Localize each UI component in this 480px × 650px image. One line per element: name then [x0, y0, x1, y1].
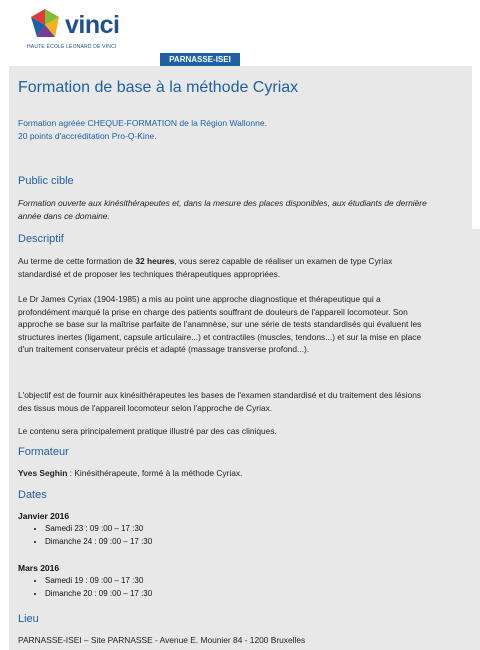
formateur-desc: : Kinésithérapeute, formé à la méthode Cyriax. — [67, 468, 243, 478]
text-span: Au terme de cette formation de — [18, 256, 136, 266]
accreditation-text — [18, 117, 267, 143]
accreditation-line: Formation agréée CHEQUE-FORMATION de la Région Wallonne. — [18, 118, 267, 128]
vinci-logo-mark — [27, 7, 65, 43]
section-heading-descriptif: Descriptif — [18, 233, 64, 245]
text-span: , vous serez capable de réaliser un examen de type Cyriax standardisé et de proposer les techniques thérapeutiques appropriées. — [18, 256, 393, 279]
hours-highlight: 32 heures — [135, 256, 175, 266]
date-item: • Samedi 19 : 09 :00 – 17 :30 — [45, 574, 152, 587]
campus-badge: PARNASSE-ISEI — [160, 53, 240, 66]
accreditation-line: 20 points d'accréditation Pro-Q-Kine. — [18, 131, 157, 141]
descriptif-paragraph-4: Le contenu sera principalement pratique illustré par des cas cliniques. — [18, 426, 277, 436]
formateur-name: Yves Seghin — [18, 468, 68, 478]
descriptif-paragraph-3: L'objectif est de fournir aux kinésithérapeutes les bases de l'examen standardisé et du traitement des lésions des tissus mous de l'appareil locomoteur selon l'approche de Cyriax. — [18, 390, 422, 413]
logo-subtitle: HAUTE ÉCOLE LÉONARD DE VINCI — [27, 44, 117, 50]
date-month: Janvier 2016 — [18, 511, 70, 521]
page-title: Formation de base à la méthode Cyriax — [18, 79, 299, 96]
date-item: • Dimanche 20 : 09 :00 – 17 :30 — [45, 587, 152, 600]
date-list — [35, 522, 152, 548]
vinci-logo[interactable] — [27, 7, 147, 49]
public-text: Formation ouverte aux kinésithérapeutes et, dans la mesure des places disponibles, aux étudiants de dernière année dans ce domaine. — [18, 198, 427, 221]
logo-wordmark: vinci — [65, 11, 120, 39]
date-month: Mars 2016 — [18, 563, 60, 573]
section-heading-public: Public cible — [18, 175, 74, 187]
descriptif-paragraph-1 — [18, 255, 428, 280]
section-heading-lieu: Lieu — [18, 613, 39, 625]
date-list — [35, 574, 152, 600]
date-item: • Dimanche 24 : 09 :00 – 17 :30 — [45, 535, 152, 548]
date-item: • Samedi 23 : 09 :00 – 17 :30 — [45, 522, 152, 535]
section-heading-formateur: Formateur — [18, 446, 69, 458]
lieu-text: PARNASSE-ISEI – Site PARNASSE - Avenue E. Mounier 84 - 1200 Bruxelles — [18, 635, 306, 645]
formateur-text — [18, 467, 428, 480]
descriptif-paragraph-2: Le Dr James Cyriax (1904-1985) a mis au point une approche diagnostique et thérapeutique qui a profondément marqué la prise en charge des patients souffrant de douleurs de l'appareil locomoteur. Son approche se base sur la maîtrise parfaite de l'anamnèse, sur une série de tests standardisés qui évaluent les structures inertes (ligament, capsule articulaire...) et contractiles (muscles, tendons...) et sur la mise en place d'un traitement conservateur précis et adapté (massage transverse profond...). — [18, 294, 422, 354]
section-heading-dates: Dates — [18, 489, 47, 501]
